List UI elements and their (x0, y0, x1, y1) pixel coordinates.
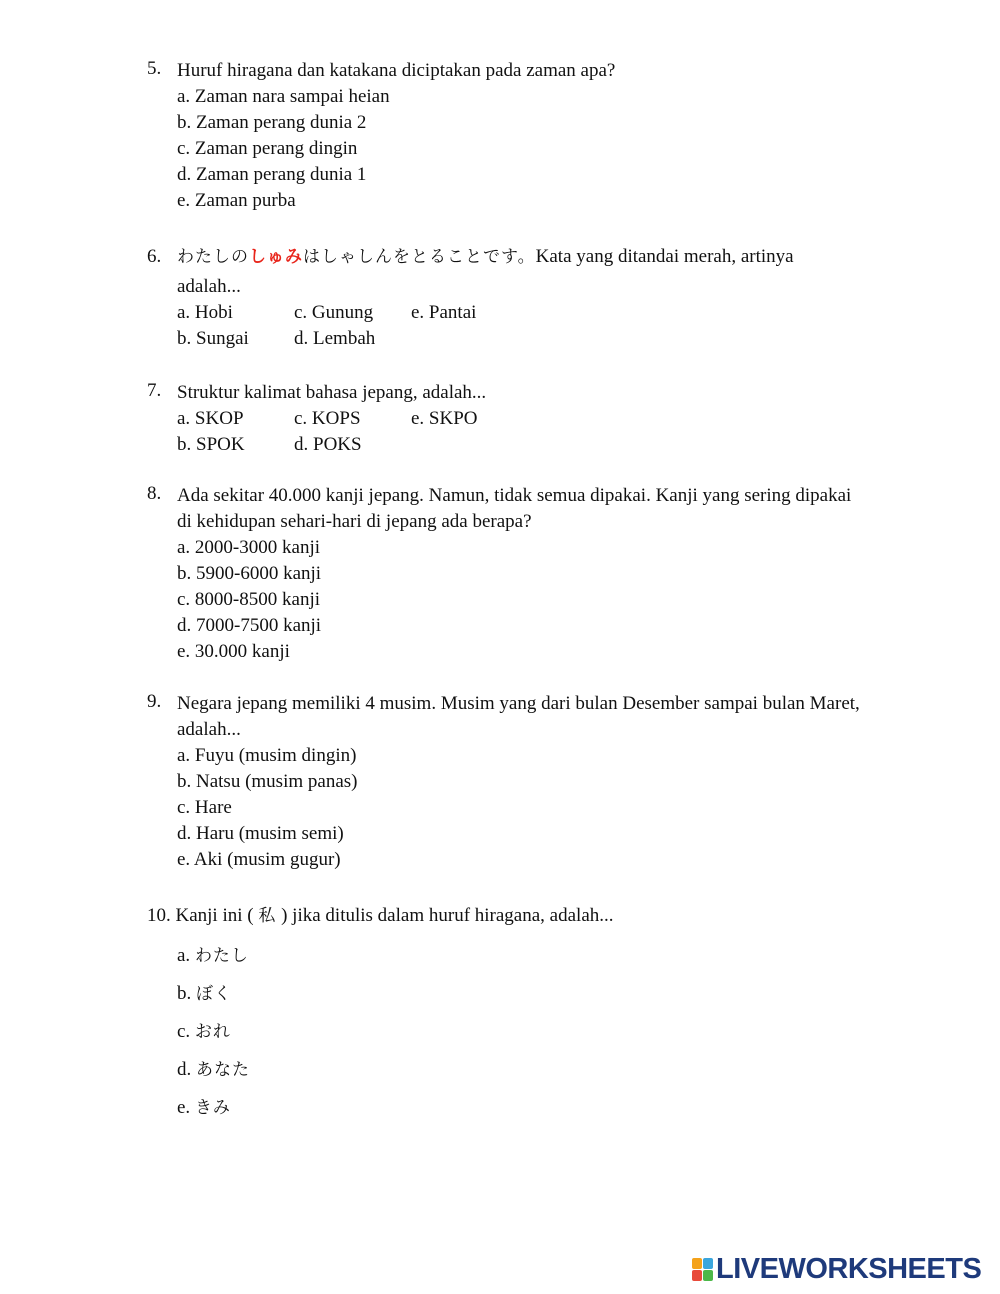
question-number: 9. (147, 691, 162, 712)
question-text: Huruf hiragana dan katakana diciptakan pada zaman apa? (177, 60, 616, 81)
question-5 (147, 58, 907, 214)
option-b[interactable]: b. Zaman perang dunia 2 (177, 112, 367, 133)
question-text-start: Kanji ini ( (175, 905, 254, 926)
question-number: 8. (147, 483, 162, 504)
option-hiragana: あなた (196, 1060, 250, 1080)
option-d[interactable]: d. POKS (294, 434, 362, 455)
option-letter: a. (177, 945, 191, 966)
option-hiragana: きみ (194, 1098, 231, 1118)
option-c[interactable]: c. KOPS (294, 408, 361, 429)
option-d[interactable] (177, 1051, 907, 1089)
option-d[interactable]: d. Zaman perang dunia 1 (177, 164, 367, 185)
question-text: Ada sekitar 40.000 kanji jepang. Namun, tidak semua dipakai. Kanji yang sering dipakai (177, 485, 852, 506)
japanese-sentence-end: はしゃしんをとることです。 (303, 247, 536, 267)
japanese-sentence-start: わたしの (177, 247, 249, 267)
liveworksheets-logo (692, 1253, 981, 1285)
logo-block-tr (703, 1258, 713, 1269)
option-e[interactable]: e. Pantai (411, 302, 477, 323)
kanji-character: 私 (258, 906, 277, 926)
option-hiragana: ぼく (196, 984, 232, 1004)
question-instruction: Kata yang ditandai merah, artinya (535, 246, 794, 267)
option-hiragana: おれ (194, 1022, 231, 1042)
option-a[interactable]: a. SKOP (177, 408, 244, 429)
question-text-continued: di kehidupan sehari-hari di jepang ada berapa? (177, 511, 532, 532)
option-letter: d. (177, 1059, 192, 1080)
logo-block-bl (692, 1270, 702, 1281)
option-letter: b. (177, 983, 192, 1004)
option-c[interactable] (177, 1013, 907, 1051)
question-text-continued: adalah... (177, 719, 241, 740)
option-c[interactable]: c. 8000-8500 kanji (177, 589, 321, 610)
question-text-continued: adalah... (177, 276, 241, 297)
question-text: Struktur kalimat bahasa jepang, adalah... (177, 382, 487, 403)
question-number: 10. (147, 905, 171, 926)
option-c[interactable]: c. Zaman perang dingin (177, 138, 358, 159)
option-b[interactable]: b. 5900-6000 kanji (177, 563, 322, 584)
option-e[interactable]: e. 30.000 kanji (177, 641, 290, 662)
option-d[interactable]: d. Lembah (294, 328, 376, 349)
option-e[interactable]: e. Zaman purba (177, 190, 296, 211)
question-text-end: ) jika ditulis dalam huruf hiragana, adalah... (281, 905, 614, 926)
option-c[interactable]: c. Hare (177, 797, 232, 818)
liveworksheets-logo-icon (692, 1258, 712, 1280)
question-text: Negara jepang memiliki 4 musim. Musim yang dari bulan Desember sampai bulan Maret, (177, 693, 860, 714)
option-b[interactable]: b. Natsu (musim panas) (177, 771, 358, 792)
option-a[interactable]: a. Hobi (177, 302, 233, 323)
option-d[interactable]: d. Haru (musim semi) (177, 823, 344, 844)
option-e[interactable]: e. Aki (musim gugur) (177, 849, 341, 870)
question-text (177, 240, 907, 274)
question-number: 7. (147, 380, 162, 401)
option-hiragana: わたし (194, 946, 249, 966)
option-e[interactable] (177, 1089, 907, 1127)
logo-block-tl (692, 1258, 702, 1269)
logo-block-br (703, 1270, 713, 1281)
question-7 (147, 380, 907, 458)
option-a[interactable] (177, 937, 907, 975)
option-a[interactable]: a. Fuyu (musim dingin) (177, 745, 357, 766)
highlighted-word: しゅみ (249, 247, 303, 267)
question-6 (147, 240, 907, 352)
option-letter: c. (177, 1021, 191, 1042)
option-b[interactable] (177, 975, 907, 1013)
question-number: 6. (147, 246, 162, 267)
question-9 (147, 691, 907, 873)
logo-text: LIVEWORKSHEETS (716, 1252, 982, 1285)
option-b[interactable]: b. Sungai (177, 328, 249, 349)
question-number: 5. (147, 58, 162, 79)
option-letter: e. (177, 1097, 191, 1118)
option-a[interactable]: a. 2000-3000 kanji (177, 537, 321, 558)
question-10 (147, 903, 907, 1127)
option-c[interactable]: c. Gunung (294, 302, 374, 323)
option-d[interactable]: d. 7000-7500 kanji (177, 615, 322, 636)
option-e[interactable]: e. SKPO (411, 408, 478, 429)
question-8 (147, 483, 907, 665)
option-b[interactable]: b. SPOK (177, 434, 245, 455)
question-text (147, 903, 907, 929)
option-a[interactable]: a. Zaman nara sampai heian (177, 86, 390, 107)
